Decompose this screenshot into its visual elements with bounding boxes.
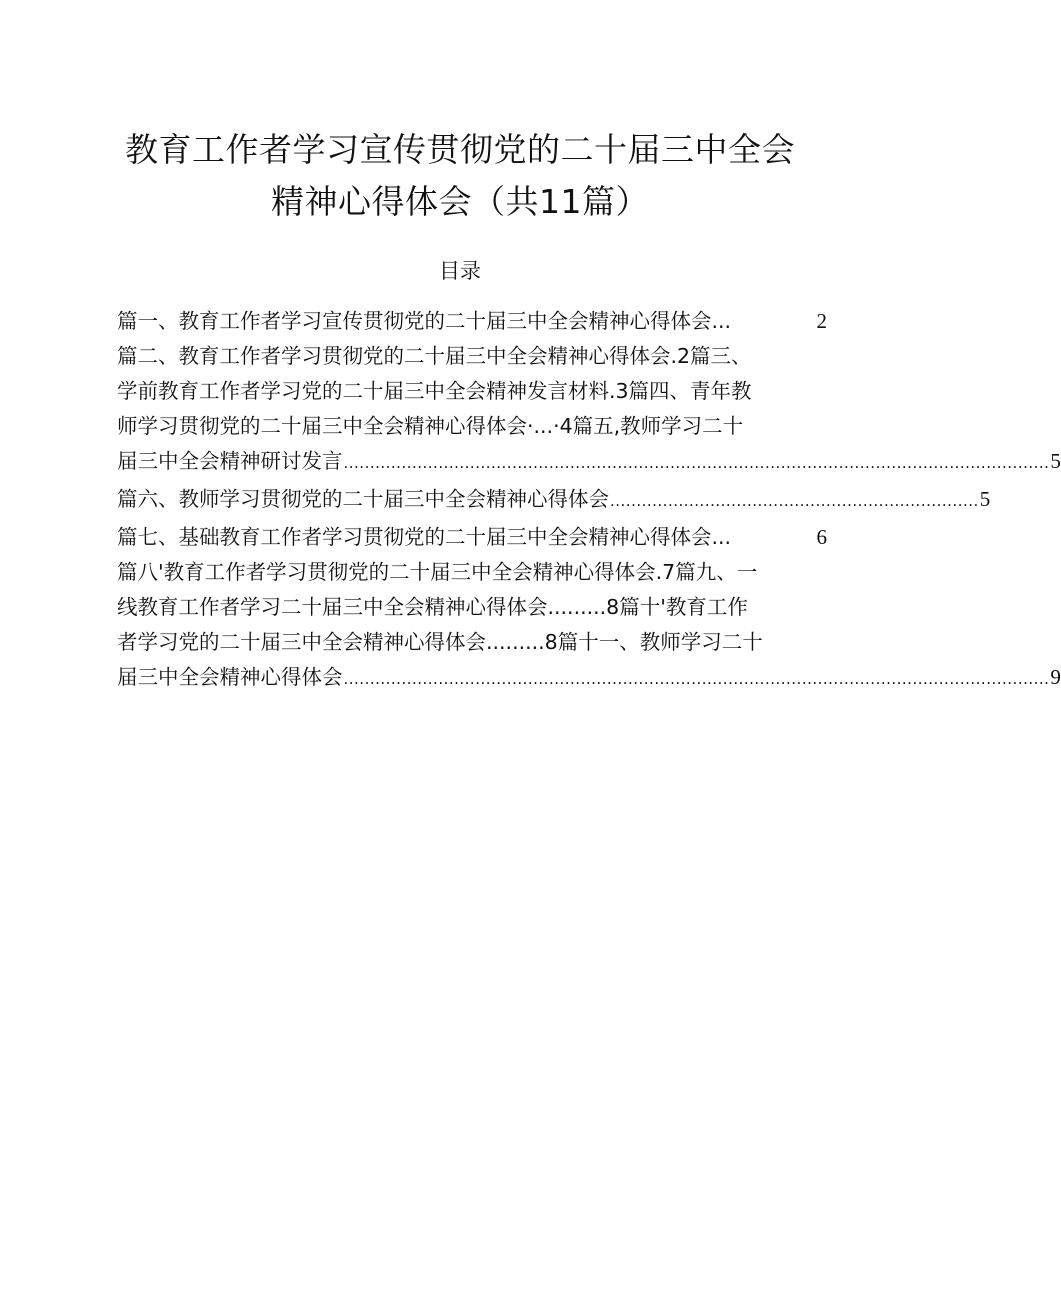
table-of-contents [117,304,1061,695]
toc-line-text: 师学习贯彻党的二十届三中全会精神心得体会·...·4篇五,教师学习二十 [117,414,744,438]
toc-line-text: 篇七、基础教育工作者学习贯彻党的二十届三中全会精神心得体会... [117,525,732,549]
toc-line[interactable] [117,482,991,517]
toc-page-number: 6 [816,525,827,549]
toc-leader: ...................................................................... [610,492,979,510]
toc-line-text: 者学习党的二十届三中全会精神心得体会.........8篇十一、教师学习二十 [117,630,763,654]
toc-heading: 目录 [439,259,481,283]
toc-line[interactable] [117,444,1061,479]
toc-line-text: 届三中全会精神研讨发言 [117,449,343,473]
toc-line-text: 线教育工作者学习二十届三中全会精神心得体会.........8篇十'教育工作 [117,595,748,619]
toc-line[interactable] [117,590,827,625]
toc-line[interactable] [117,409,827,444]
toc-line[interactable] [117,625,827,660]
title-line-1: 教育工作者学习宣传贯彻党的二十届三中全会 [125,130,795,169]
toc-line-text: 届三中全会精神心得体会 [117,665,343,689]
toc-line[interactable] [117,555,827,590]
title-line-2: 精神心得体会（共11篇） [271,182,649,221]
toc-line-text: 学前教育工作者学习党的二十届三中全会精神发言材料.3篇四、青年教 [117,379,752,403]
toc-line[interactable] [117,660,1061,695]
toc-line[interactable] [117,304,827,339]
toc-leader: ...................................................................................................................................... [343,454,1050,472]
toc-line[interactable] [117,339,827,374]
toc-line-text: 篇六、教师学习贯彻党的二十届三中全会精神心得体会 [117,487,609,511]
toc-line[interactable] [117,374,827,409]
toc-line-text: 篇二、教育工作者学习贯彻党的二十届三中全会精神心得体会.2篇三、 [117,344,752,368]
toc-page-number: 2 [816,309,827,333]
toc-page-number: 5 [1050,449,1061,473]
toc-page-number: 9 [1050,665,1061,689]
toc-line-text: 篇一、教育工作者学习宣传贯彻党的二十届三中全会精神心得体会... [117,309,732,333]
toc-leader: ...................................................................................................................................... [343,670,1050,688]
document-title [60,124,860,228]
toc-line[interactable] [117,520,827,555]
toc-page-number: 5 [979,487,991,511]
toc-line-text: 篇八'教育工作者学习贯彻党的二十届三中全会精神心得体会.7篇九、一 [117,560,758,584]
